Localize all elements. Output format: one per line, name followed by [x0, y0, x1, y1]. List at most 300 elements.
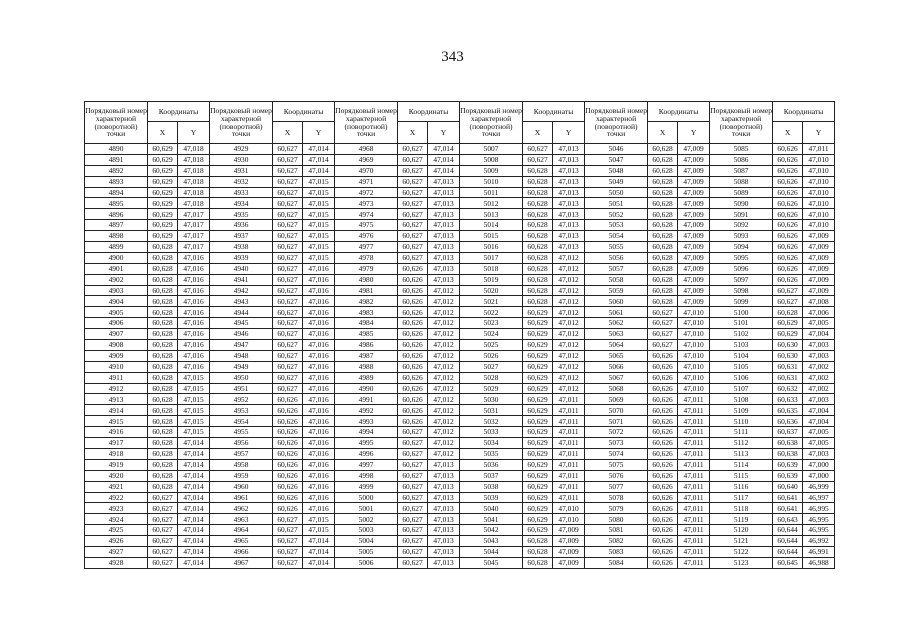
table-row [85, 285, 835, 296]
x-coordinate-cell: 60,627 [273, 514, 303, 525]
point-number-cell: 4920 [85, 470, 148, 481]
point-number-cell: 5092 [710, 220, 773, 231]
point-number-cell: 5014 [460, 220, 523, 231]
x-coordinate-cell: 60,626 [273, 448, 303, 459]
x-coordinate-cell: 60,627 [273, 144, 303, 155]
y-coordinate-cell: 47,014 [178, 481, 210, 492]
y-coordinate-cell: 47,017 [178, 242, 210, 253]
y-coordinate-cell: 47,016 [178, 318, 210, 329]
point-number-cell: 4948 [210, 350, 273, 361]
header-y: Y [553, 122, 585, 144]
y-coordinate-cell: 47,015 [303, 242, 335, 253]
x-coordinate-cell: 60,627 [398, 503, 428, 514]
y-coordinate-cell: 47,015 [178, 394, 210, 405]
x-coordinate-cell: 60,641 [773, 503, 803, 514]
y-coordinate-cell: 47,011 [678, 448, 710, 459]
table-row [85, 307, 835, 318]
y-coordinate-cell: 47,016 [303, 285, 335, 296]
y-coordinate-cell: 47,013 [428, 231, 460, 242]
table-row [85, 154, 835, 165]
x-coordinate-cell: 60,628 [148, 350, 178, 361]
y-coordinate-cell: 47,016 [303, 263, 335, 274]
y-coordinate-cell: 47,013 [553, 242, 585, 253]
point-number-cell: 4943 [210, 296, 273, 307]
y-coordinate-cell: 47,015 [303, 525, 335, 536]
x-coordinate-cell: 60,628 [523, 274, 553, 285]
y-coordinate-cell: 46,995 [803, 503, 835, 514]
y-coordinate-cell: 47,014 [303, 546, 335, 557]
point-number-cell: 4957 [210, 448, 273, 459]
table-row [85, 394, 835, 405]
table-row [85, 427, 835, 438]
header-coordinates: Координаты [523, 102, 585, 122]
point-number-cell: 5023 [460, 318, 523, 329]
y-coordinate-cell: 47,004 [803, 416, 835, 427]
x-coordinate-cell: 60,628 [648, 263, 678, 274]
point-number-cell: 5021 [460, 296, 523, 307]
x-coordinate-cell: 60,627 [398, 165, 428, 176]
point-number-cell: 4956 [210, 438, 273, 449]
y-coordinate-cell: 47,016 [303, 470, 335, 481]
x-coordinate-cell: 60,627 [398, 176, 428, 187]
y-coordinate-cell: 47,015 [303, 514, 335, 525]
header-coordinates: Координаты [148, 102, 210, 122]
x-coordinate-cell: 60,626 [648, 557, 678, 568]
point-number-cell: 5111 [710, 427, 773, 438]
header-y: Y [678, 122, 710, 144]
x-coordinate-cell: 60,644 [773, 525, 803, 536]
point-number-cell: 4972 [335, 187, 398, 198]
table-row [85, 318, 835, 329]
point-number-cell: 5027 [460, 361, 523, 372]
point-number-cell: 4983 [335, 307, 398, 318]
x-coordinate-cell: 60,627 [273, 383, 303, 394]
point-number-cell: 5008 [460, 154, 523, 165]
y-coordinate-cell: 47,015 [178, 405, 210, 416]
point-number-cell: 5100 [710, 307, 773, 318]
x-coordinate-cell: 60,626 [273, 470, 303, 481]
y-coordinate-cell: 47,014 [178, 448, 210, 459]
x-coordinate-cell: 60,641 [773, 492, 803, 503]
point-number-cell: 5084 [585, 557, 648, 568]
point-number-cell: 5019 [460, 274, 523, 285]
point-number-cell: 4979 [335, 263, 398, 274]
table-row [85, 274, 835, 285]
table-body [85, 144, 835, 569]
x-coordinate-cell: 60,629 [148, 165, 178, 176]
point-number-cell: 5049 [585, 176, 648, 187]
x-coordinate-cell: 60,627 [648, 329, 678, 340]
x-coordinate-cell: 60,628 [148, 481, 178, 492]
x-coordinate-cell: 60,628 [148, 405, 178, 416]
y-coordinate-cell: 47,013 [428, 187, 460, 198]
y-coordinate-cell: 47,009 [678, 165, 710, 176]
x-coordinate-cell: 60,644 [773, 536, 803, 547]
y-coordinate-cell: 47,013 [428, 514, 460, 525]
point-number-cell: 5006 [335, 557, 398, 568]
table-row [85, 514, 835, 525]
point-number-cell: 4984 [335, 318, 398, 329]
point-number-cell: 5122 [710, 546, 773, 557]
y-coordinate-cell: 47,016 [303, 350, 335, 361]
y-coordinate-cell: 47,018 [178, 176, 210, 187]
x-coordinate-cell: 60,626 [398, 285, 428, 296]
y-coordinate-cell: 47,012 [428, 427, 460, 438]
point-number-cell: 5029 [460, 383, 523, 394]
header-y: Y [803, 122, 835, 144]
point-number-cell: 5106 [710, 372, 773, 383]
y-coordinate-cell: 47,010 [678, 307, 710, 318]
x-coordinate-cell: 60,628 [148, 329, 178, 340]
point-number-cell: 4961 [210, 492, 273, 503]
table-row [85, 448, 835, 459]
point-number-cell: 5010 [460, 176, 523, 187]
point-number-cell: 5078 [585, 492, 648, 503]
x-coordinate-cell: 60,626 [648, 492, 678, 503]
y-coordinate-cell: 47,009 [803, 252, 835, 263]
table-header [85, 102, 835, 144]
y-coordinate-cell: 46,995 [803, 514, 835, 525]
x-coordinate-cell: 60,629 [523, 448, 553, 459]
point-number-cell: 5065 [585, 350, 648, 361]
x-coordinate-cell: 60,626 [398, 361, 428, 372]
y-coordinate-cell: 47,009 [678, 263, 710, 274]
y-coordinate-cell: 47,014 [178, 557, 210, 568]
y-coordinate-cell: 47,011 [553, 481, 585, 492]
y-coordinate-cell: 47,009 [803, 263, 835, 274]
x-coordinate-cell: 60,627 [773, 285, 803, 296]
x-coordinate-cell: 60,627 [273, 154, 303, 165]
table-row [85, 340, 835, 351]
y-coordinate-cell: 47,011 [678, 427, 710, 438]
y-coordinate-cell: 47,016 [303, 274, 335, 285]
x-coordinate-cell: 60,629 [523, 318, 553, 329]
y-coordinate-cell: 47,011 [553, 405, 585, 416]
point-number-cell: 4938 [210, 242, 273, 253]
y-coordinate-cell: 47,016 [303, 318, 335, 329]
y-coordinate-cell: 47,012 [428, 448, 460, 459]
x-coordinate-cell: 60,627 [398, 536, 428, 547]
x-coordinate-cell: 60,626 [648, 383, 678, 394]
x-coordinate-cell: 60,643 [773, 514, 803, 525]
x-coordinate-cell: 60,628 [648, 209, 678, 220]
x-coordinate-cell: 60,627 [273, 361, 303, 372]
y-coordinate-cell: 47,013 [428, 525, 460, 536]
x-coordinate-cell: 60,628 [148, 438, 178, 449]
y-coordinate-cell: 47,013 [428, 492, 460, 503]
x-coordinate-cell: 60,627 [398, 427, 428, 438]
y-coordinate-cell: 47,010 [803, 187, 835, 198]
y-coordinate-cell: 47,012 [428, 361, 460, 372]
y-coordinate-cell: 46,992 [803, 536, 835, 547]
point-number-cell: 5093 [710, 231, 773, 242]
point-number-cell: 5105 [710, 361, 773, 372]
point-number-cell: 5067 [585, 372, 648, 383]
y-coordinate-cell: 47,011 [678, 416, 710, 427]
header-coordinates: Координаты [398, 102, 460, 122]
x-coordinate-cell: 60,626 [648, 372, 678, 383]
point-number-cell: 4935 [210, 209, 273, 220]
x-coordinate-cell: 60,628 [148, 427, 178, 438]
point-number-cell: 4907 [85, 329, 148, 340]
header-point-number: Порядковый номер характерной (поворотной) точки [710, 102, 773, 144]
y-coordinate-cell: 47,016 [303, 503, 335, 514]
y-coordinate-cell: 47,013 [428, 176, 460, 187]
y-coordinate-cell: 47,014 [428, 154, 460, 165]
point-number-cell: 5043 [460, 536, 523, 547]
point-number-cell: 5032 [460, 416, 523, 427]
x-coordinate-cell: 60,630 [773, 350, 803, 361]
point-number-cell: 4991 [335, 394, 398, 405]
x-coordinate-cell: 60,626 [398, 329, 428, 340]
point-number-cell: 5017 [460, 252, 523, 263]
x-coordinate-cell: 60,626 [648, 481, 678, 492]
header-point-number: Порядковый номер характерной (поворотной) точки [460, 102, 523, 144]
point-number-cell: 5080 [585, 514, 648, 525]
x-coordinate-cell: 60,627 [398, 470, 428, 481]
y-coordinate-cell: 47,012 [553, 274, 585, 285]
y-coordinate-cell: 47,016 [178, 296, 210, 307]
header-coordinates: Координаты [273, 102, 335, 122]
x-coordinate-cell: 60,627 [273, 198, 303, 209]
point-number-cell: 5044 [460, 546, 523, 557]
point-number-cell: 4962 [210, 503, 273, 514]
point-number-cell: 5011 [460, 187, 523, 198]
table-row [85, 263, 835, 274]
y-coordinate-cell: 47,010 [678, 340, 710, 351]
point-number-cell: 4969 [335, 154, 398, 165]
y-coordinate-cell: 47,013 [428, 263, 460, 274]
x-coordinate-cell: 60,626 [648, 536, 678, 547]
table-row [85, 209, 835, 220]
x-coordinate-cell: 60,627 [273, 525, 303, 536]
point-number-cell: 4911 [85, 372, 148, 383]
x-coordinate-cell: 60,628 [523, 263, 553, 274]
point-number-cell: 4897 [85, 220, 148, 231]
x-coordinate-cell: 60,629 [523, 329, 553, 340]
x-coordinate-cell: 60,626 [773, 263, 803, 274]
table-row [85, 350, 835, 361]
point-number-cell: 5107 [710, 383, 773, 394]
y-coordinate-cell: 47,013 [428, 503, 460, 514]
y-coordinate-cell: 47,011 [678, 503, 710, 514]
y-coordinate-cell: 47,016 [303, 383, 335, 394]
x-coordinate-cell: 60,627 [273, 546, 303, 557]
x-coordinate-cell: 60,627 [273, 307, 303, 318]
point-number-cell: 5071 [585, 416, 648, 427]
page-number: 343 [441, 49, 464, 65]
y-coordinate-cell: 47,012 [428, 329, 460, 340]
x-coordinate-cell: 60,626 [648, 394, 678, 405]
point-number-cell: 4914 [85, 405, 148, 416]
table-row [85, 405, 835, 416]
point-number-cell: 5059 [585, 285, 648, 296]
x-coordinate-cell: 60,626 [398, 383, 428, 394]
point-number-cell: 4926 [85, 536, 148, 547]
x-coordinate-cell: 60,626 [398, 405, 428, 416]
y-coordinate-cell: 47,011 [678, 470, 710, 481]
y-coordinate-cell: 46,997 [803, 492, 835, 503]
point-number-cell: 5098 [710, 285, 773, 296]
x-coordinate-cell: 60,629 [148, 209, 178, 220]
x-coordinate-cell: 60,626 [648, 459, 678, 470]
y-coordinate-cell: 47,015 [178, 383, 210, 394]
y-coordinate-cell: 47,015 [303, 198, 335, 209]
y-coordinate-cell: 47,010 [678, 372, 710, 383]
y-coordinate-cell: 47,012 [553, 361, 585, 372]
y-coordinate-cell: 47,018 [178, 144, 210, 155]
point-number-cell: 5056 [585, 252, 648, 263]
x-coordinate-cell: 60,626 [398, 296, 428, 307]
y-coordinate-cell: 47,016 [303, 340, 335, 351]
x-coordinate-cell: 60,635 [773, 405, 803, 416]
y-coordinate-cell: 47,016 [303, 372, 335, 383]
x-coordinate-cell: 60,626 [648, 416, 678, 427]
y-coordinate-cell: 47,016 [178, 285, 210, 296]
y-coordinate-cell: 47,010 [803, 176, 835, 187]
y-coordinate-cell: 47,018 [178, 187, 210, 198]
y-coordinate-cell: 47,016 [303, 427, 335, 438]
y-coordinate-cell: 47,012 [428, 394, 460, 405]
x-coordinate-cell: 60,628 [648, 220, 678, 231]
point-number-cell: 5121 [710, 536, 773, 547]
table-row [85, 329, 835, 340]
y-coordinate-cell: 47,002 [803, 361, 835, 372]
y-coordinate-cell: 47,011 [678, 536, 710, 547]
table-row [85, 438, 835, 449]
point-number-cell: 4992 [335, 405, 398, 416]
table-row [85, 546, 835, 557]
point-number-cell: 4947 [210, 340, 273, 351]
point-number-cell: 5025 [460, 340, 523, 351]
x-coordinate-cell: 60,631 [773, 372, 803, 383]
point-number-cell: 4990 [335, 383, 398, 394]
point-number-cell: 4958 [210, 459, 273, 470]
point-number-cell: 5048 [585, 165, 648, 176]
x-coordinate-cell: 60,626 [398, 372, 428, 383]
y-coordinate-cell: 47,016 [303, 394, 335, 405]
y-coordinate-cell: 47,016 [303, 361, 335, 372]
y-coordinate-cell: 47,011 [678, 405, 710, 416]
x-coordinate-cell: 60,626 [273, 492, 303, 503]
y-coordinate-cell: 47,013 [553, 220, 585, 231]
x-coordinate-cell: 60,627 [148, 546, 178, 557]
x-coordinate-cell: 60,629 [523, 427, 553, 438]
x-coordinate-cell: 60,627 [273, 318, 303, 329]
point-number-cell: 4939 [210, 252, 273, 263]
point-number-cell: 4952 [210, 394, 273, 405]
x-coordinate-cell: 60,628 [523, 252, 553, 263]
y-coordinate-cell: 47,012 [428, 318, 460, 329]
x-coordinate-cell: 60,627 [398, 514, 428, 525]
point-number-cell: 4998 [335, 470, 398, 481]
y-coordinate-cell: 47,002 [803, 372, 835, 383]
point-number-cell: 4917 [85, 438, 148, 449]
point-number-cell: 5075 [585, 459, 648, 470]
y-coordinate-cell: 47,014 [303, 557, 335, 568]
y-coordinate-cell: 47,011 [678, 481, 710, 492]
y-coordinate-cell: 47,015 [178, 416, 210, 427]
x-coordinate-cell: 60,627 [273, 296, 303, 307]
point-number-cell: 4910 [85, 361, 148, 372]
point-number-cell: 5009 [460, 165, 523, 176]
y-coordinate-cell: 47,016 [303, 416, 335, 427]
x-coordinate-cell: 60,645 [773, 557, 803, 568]
point-number-cell: 5119 [710, 514, 773, 525]
x-coordinate-cell: 60,628 [148, 307, 178, 318]
header-point-number: Порядковый номер характерной (поворотной) точки [585, 102, 648, 144]
y-coordinate-cell: 47,012 [428, 416, 460, 427]
y-coordinate-cell: 47,003 [803, 394, 835, 405]
x-coordinate-cell: 60,626 [398, 350, 428, 361]
x-coordinate-cell: 60,627 [273, 340, 303, 351]
point-number-cell: 5081 [585, 525, 648, 536]
y-coordinate-cell: 47,016 [178, 252, 210, 263]
point-number-cell: 5102 [710, 329, 773, 340]
x-coordinate-cell: 60,628 [523, 296, 553, 307]
point-number-cell: 4966 [210, 546, 273, 557]
x-coordinate-cell: 60,627 [273, 350, 303, 361]
point-number-cell: 5090 [710, 198, 773, 209]
header-x: X [398, 122, 428, 144]
point-number-cell: 4902 [85, 274, 148, 285]
y-coordinate-cell: 47,018 [178, 154, 210, 165]
y-coordinate-cell: 47,014 [178, 514, 210, 525]
x-coordinate-cell: 60,627 [648, 318, 678, 329]
point-number-cell: 4994 [335, 427, 398, 438]
header-x: X [148, 122, 178, 144]
x-coordinate-cell: 60,627 [273, 187, 303, 198]
y-coordinate-cell: 47,017 [178, 209, 210, 220]
x-coordinate-cell: 60,626 [398, 274, 428, 285]
point-number-cell: 5001 [335, 503, 398, 514]
x-coordinate-cell: 60,627 [398, 198, 428, 209]
y-coordinate-cell: 47,003 [803, 350, 835, 361]
x-coordinate-cell: 60,627 [148, 536, 178, 547]
point-number-cell: 5097 [710, 274, 773, 285]
point-number-cell: 4919 [85, 459, 148, 470]
y-coordinate-cell: 47,016 [178, 361, 210, 372]
x-coordinate-cell: 60,627 [273, 242, 303, 253]
x-coordinate-cell: 60,629 [523, 405, 553, 416]
y-coordinate-cell: 47,009 [553, 546, 585, 557]
point-number-cell: 5113 [710, 448, 773, 459]
y-coordinate-cell: 47,010 [678, 361, 710, 372]
y-coordinate-cell: 47,009 [678, 242, 710, 253]
y-coordinate-cell: 47,013 [428, 274, 460, 285]
header-point-number: Порядковый номер характерной (поворотной) точки [85, 102, 148, 144]
x-coordinate-cell: 60,628 [523, 220, 553, 231]
x-coordinate-cell: 60,627 [273, 165, 303, 176]
point-number-cell: 5064 [585, 340, 648, 351]
table-row [85, 242, 835, 253]
x-coordinate-cell: 60,627 [273, 285, 303, 296]
x-coordinate-cell: 60,628 [148, 285, 178, 296]
point-number-cell: 5040 [460, 503, 523, 514]
point-number-cell: 4896 [85, 209, 148, 220]
point-number-cell: 5117 [710, 492, 773, 503]
x-coordinate-cell: 60,628 [148, 372, 178, 383]
x-coordinate-cell: 60,627 [398, 459, 428, 470]
point-number-cell: 4929 [210, 144, 273, 155]
x-coordinate-cell: 60,627 [273, 329, 303, 340]
y-coordinate-cell: 47,012 [553, 318, 585, 329]
y-coordinate-cell: 47,009 [678, 252, 710, 263]
y-coordinate-cell: 47,013 [553, 187, 585, 198]
y-coordinate-cell: 47,018 [178, 165, 210, 176]
coordinates-table [84, 101, 835, 569]
point-number-cell: 4890 [85, 144, 148, 155]
